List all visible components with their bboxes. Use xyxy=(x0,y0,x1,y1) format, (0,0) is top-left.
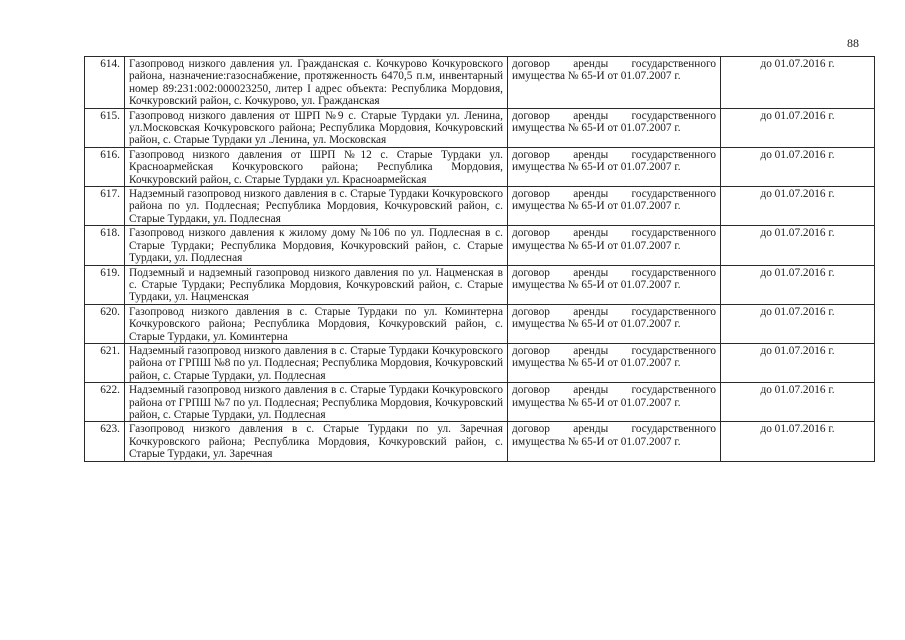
term-cell: до 01.07.2016 г. xyxy=(721,343,875,382)
table-row xyxy=(85,187,875,226)
row-number-cell: 622. xyxy=(85,383,125,422)
object-description-cell: Надземный газопровод низкого давления в с. Старые Турдаки Кочкуровского района от ГРПШ №8 по ул. Подлесная; Республика Мордовия, Кочкуровский район, с. Старые Турдаки, ул. Подлесная xyxy=(125,343,508,382)
property-registry-table xyxy=(84,56,875,462)
table-body xyxy=(85,57,875,462)
term-cell: до 01.07.2016 г. xyxy=(721,187,875,226)
object-description-cell: Газопровод низкого давления к жилому дому №106 по ул. Подлесная в с. Старые Турдаки; Республика Мордовия, Кочкуровский район, с. Старые Турдаки, ул. Подлесная xyxy=(125,226,508,265)
object-description-cell: Надземный газопровод низкого давления в с. Старые Турдаки Кочкуровского района по ул. Подлесная; Республика Мордовия, Кочкуровский район, с. Старые Турдаки, ул. Подлесная xyxy=(125,187,508,226)
table-row xyxy=(85,147,875,186)
term-cell: до 01.07.2016 г. xyxy=(721,304,875,343)
legal-basis-cell: договор аренды государственного имущества № 65-И от 01.07.2007 г. xyxy=(508,226,721,265)
legal-basis-cell: договор аренды государственного имущества № 65-И от 01.07.2007 г. xyxy=(508,422,721,461)
term-cell: до 01.07.2016 г. xyxy=(721,226,875,265)
legal-basis-cell: договор аренды государственного имущества № 65-И от 01.07.2007 г. xyxy=(508,383,721,422)
page-number: 88 xyxy=(847,36,859,50)
row-number-cell: 619. xyxy=(85,265,125,304)
object-description-cell: Газопровод низкого давления в с. Старые Турдаки по ул. Коминтерна Кочкуровского района; Республика Мордовия, Кочкуровский район, с. Старые Турдаки, ул. Коминтерна xyxy=(125,304,508,343)
table-row xyxy=(85,304,875,343)
legal-basis-cell: договор аренды государственного имущества № 65-И от 01.07.2007 г. xyxy=(508,343,721,382)
legal-basis-cell: договор аренды государственного имущества № 65-И от 01.07.2007 г. xyxy=(508,57,721,109)
legal-basis-cell: договор аренды государственного имущества № 65-И от 01.07.2007 г. xyxy=(508,304,721,343)
object-description-cell: Газопровод низкого давления в с. Старые Турдаки по ул. Заречная Кочкуровского района; Республика Мордовия, Кочкуровский район, с. Старые Турдаки, ул. Заречная xyxy=(125,422,508,461)
table-row xyxy=(85,343,875,382)
object-description-cell: Газопровод низкого давления от ШРП №12 с. Старые Турдаки ул. Красноармейская Кочкуровского района; Республика Мордовия, Кочкуровский район, с. Старые Турдаки ул. Красноармейская xyxy=(125,147,508,186)
legal-basis-cell: договор аренды государственного имущества № 65-И от 01.07.2007 г. xyxy=(508,108,721,147)
table-row xyxy=(85,422,875,461)
object-description-cell: Газопровод низкого давления ул. Гражданская с. Кочкурово Кочкуровского района, назначение:газоснабжение, протяженность 6470,5 п.м, инвентарный номер 89:231:002:000023250, литер I адрес объекта: Республика Мордовия, Кочкуровский район, с. Кочкурово, ул. Гражданская xyxy=(125,57,508,109)
row-number-cell: 617. xyxy=(85,187,125,226)
term-cell: до 01.07.2016 г. xyxy=(721,265,875,304)
term-cell: до 01.07.2016 г. xyxy=(721,422,875,461)
legal-basis-cell: договор аренды государственного имущества № 65-И от 01.07.2007 г. xyxy=(508,147,721,186)
table-row xyxy=(85,226,875,265)
row-number-cell: 614. xyxy=(85,57,125,109)
row-number-cell: 615. xyxy=(85,108,125,147)
term-cell: до 01.07.2016 г. xyxy=(721,147,875,186)
row-number-cell: 621. xyxy=(85,343,125,382)
object-description-cell: Надземный газопровод низкого давления в с. Старые Турдаки Кочкуровского района от ГРПШ №7 по ул. Подлесная; Республика Мордовия, Кочкуровский район, с. Старые Турдаки, ул. Подлесная xyxy=(125,383,508,422)
row-number-cell: 618. xyxy=(85,226,125,265)
object-description-cell: Газопровод низкого давления от ШРП №9 с. Старые Турдаки ул. Ленина, ул.Московская Кочкуровского района; Республика Мордовия, Кочкуровский район, с. Старые Турдаки ул .Ленина, ул. Московская xyxy=(125,108,508,147)
table-row xyxy=(85,57,875,109)
row-number-cell: 620. xyxy=(85,304,125,343)
row-number-cell: 623. xyxy=(85,422,125,461)
term-cell: до 01.07.2016 г. xyxy=(721,108,875,147)
term-cell: до 01.07.2016 г. xyxy=(721,57,875,109)
table-row xyxy=(85,383,875,422)
legal-basis-cell: договор аренды государственного имущества № 65-И от 01.07.2007 г. xyxy=(508,265,721,304)
row-number-cell: 616. xyxy=(85,147,125,186)
legal-basis-cell: договор аренды государственного имущества № 65-И от 01.07.2007 г. xyxy=(508,187,721,226)
object-description-cell: Подземный и надземный газопровод низкого давления по ул. Нацменская в с. Старые Турдаки; Республика Мордовия, Кочкуровский район, с. Старые Турдаки, ул. Нацменская xyxy=(125,265,508,304)
table-row xyxy=(85,108,875,147)
table-row xyxy=(85,265,875,304)
term-cell: до 01.07.2016 г. xyxy=(721,383,875,422)
